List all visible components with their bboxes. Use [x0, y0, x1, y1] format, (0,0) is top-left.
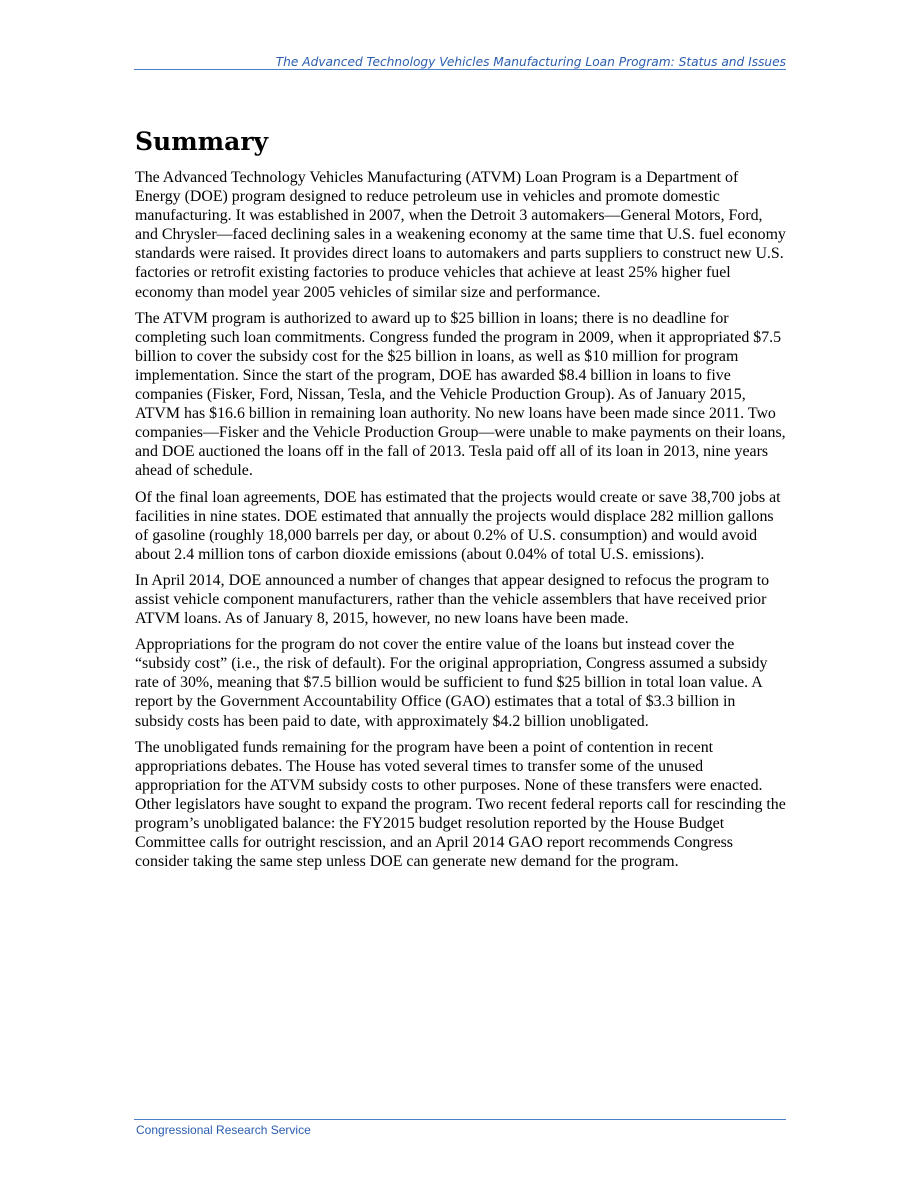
header-divider [134, 69, 786, 70]
footer-divider [134, 1119, 786, 1120]
footer-publisher: Congressional Research Service [136, 1123, 311, 1137]
summary-paragraph-3: Of the final loan agreements, DOE has estimated that the projects would create or save 38,700 jobs at facilities in nine states. DOE estimated that annually the projects would displace 282 million gallons of gasoline (roughly 18,000 barrels per day, or about 0.2% of U.S. consumption) and would avoid about 2.4 million tons of carbon dioxide emissions (about 0.04% of total U.S. emissions). [135, 488, 781, 563]
summary-paragraph-4: In April 2014, DOE announced a number of changes that appear designed to refocus the program to assist vehicle component manufacturers, rather than the vehicle assemblers that have received prior ATVM loans. As of January 8, 2015, however, no new loans have been made. [135, 571, 770, 628]
running-header-title: The Advanced Technology Vehicles Manufacturing Loan Program: Status and Issues [275, 55, 786, 69]
section-title: Summary [135, 127, 269, 156]
summary-body [135, 168, 787, 878]
summary-paragraph-5: Appropriations for the program do not cover the entire value of the loans but instead cover the “subsidy cost” (i.e., the risk of default). For the original appropriation, Congress assumed a subsidy rate of 30%, meaning that $7.5 billion would be sufficient to fund $25 billion in total loan value. A report by the Government Accountability Office (GAO) estimates that a total of $3.3 billion in subsidy costs has been paid to date, with approximately $4.2 billion unobligated. [135, 636, 768, 730]
summary-paragraph-6: The unobligated funds remaining for the program have been a point of contention in recent appropriations debates. The House has voted several times to transfer some of the unused appropriation for the ATVM subsidy costs to other purposes. None of these transfers were enacted. Other legislators have sought to expand the program. Two recent federal reports call for rescinding the program’s unobligated balance: the FY2015 budget resolution reported by the House Budget Committee calls for outright rescission, and an April 2014 GAO report recommends Congress consider taking the same step unless DOE can generate new demand for the program. [135, 738, 786, 871]
summary-paragraph-1: The Advanced Technology Vehicles Manufacturing (ATVM) Loan Program is a Department of Energy (DOE) program designed to reduce petroleum use in vehicles and promote domestic manufacturing. It was established in 2007, when the Detroit 3 automakers—General Motors, Ford, and Chrysler—faced declining sales in a weakening economy at the same time that U.S. fuel economy standards were raised. It provides direct loans to automakers and parts suppliers to construct new U.S. factories or retrofit existing factories to produce vehicles that achieve at least 25% higher fuel economy than model year 2005 vehicles of similar size and performance. [135, 169, 786, 301]
summary-paragraph-2: The ATVM program is authorized to award up to $25 billion in loans; there is no deadline for completing such loan commitments. Congress funded the program in 2009, when it appropriated $7.5 billion to cover the subsidy cost for the $25 billion in loans, as well as $10 million for program implementation. Since the start of the program, DOE has awarded $8.4 billion in loans to five companies (Fisker, Ford, Nissan, Tesla, and the Vehicle Production Group). As of January 2015, ATVM has $16.6 billion in remaining loan authority. No new loans have been made since 2011. Two companies—Fisker and the Vehicle Production Group—were unable to make payments on their loans, and DOE auctioned the loans off in the fall of 2013. Tesla paid off all of its loan in 2013, nine years ahead of schedule. [135, 309, 786, 480]
